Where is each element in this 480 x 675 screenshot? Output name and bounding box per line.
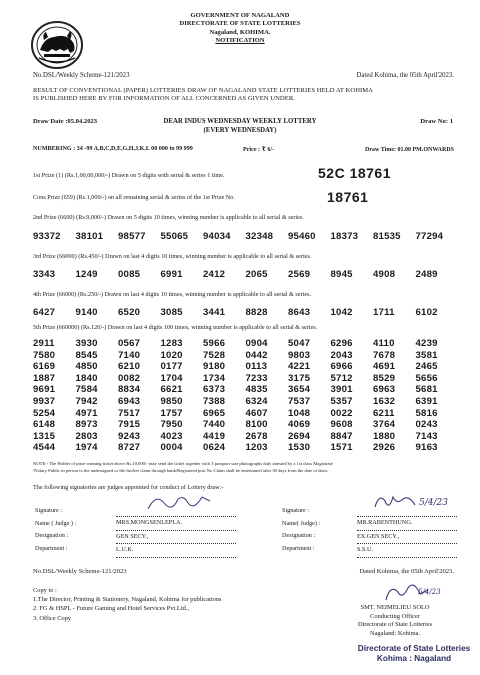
fourth-prize-text: 4th Prize (66000) (Rs.250/-) Drawn on last 4 digits 10 times, winning number is applicable to all serial & series. xyxy=(33,291,312,298)
draw-title xyxy=(0,117,480,135)
prize5-number: 0082 xyxy=(118,372,141,384)
prize5-number: 4110 xyxy=(373,338,395,349)
prize3-number: 3343 xyxy=(33,269,56,280)
prize4-number: 3441 xyxy=(203,307,226,318)
fourth-prize-numbers xyxy=(33,307,458,318)
prize2-number: 81535 xyxy=(373,231,401,242)
fifth-prize-numbers xyxy=(33,338,458,454)
prize3-number: 6991 xyxy=(160,269,183,280)
cons-prize-text: Cons Prize (659) (Rs.1,000/-) on all remaining serial & series of the 1st Prize No. xyxy=(33,194,235,201)
state-emblem-icon xyxy=(30,20,84,70)
prize5-number: 6373 xyxy=(203,384,226,396)
officer-block xyxy=(330,604,460,638)
prize5-number: 8727 xyxy=(118,442,141,454)
judge-right-department-label: Department : xyxy=(282,544,315,552)
prize2-number: 98577 xyxy=(118,231,146,242)
stamp-line-1: Directorate of State Lotteries xyxy=(357,644,471,653)
judge-left-name-label: Name ( Judge ) : xyxy=(35,519,77,527)
prize5-number: 5816 xyxy=(415,407,438,419)
prize5-number: 8847 xyxy=(330,430,353,442)
prize5-number: 2803 xyxy=(75,430,98,442)
prize5-number: 0442 xyxy=(245,349,268,361)
prize5-number: 5681 xyxy=(415,384,438,396)
judge-left-signature-label: Signature : xyxy=(35,507,62,514)
intro-line-2: IS PUBLISHED HERE BY FOR INFORMATION OF ALL CONCERNED AS GIVEN UNDER. xyxy=(33,95,295,103)
prize5-number: 3175 xyxy=(288,372,311,384)
prize5-number: 7678 xyxy=(373,349,396,361)
prize5-number: 6965 xyxy=(203,407,226,419)
prize5-number: 8100 xyxy=(245,419,268,431)
prize5-number: 1887 xyxy=(33,372,56,384)
judge-right-name: MR.RABENTHUNG. xyxy=(357,517,457,531)
officer-name: SMT. NEIMELIEU SOLO xyxy=(360,604,430,611)
prize5-number: 6169 xyxy=(33,361,56,373)
prize5-number: 7915 xyxy=(118,419,141,431)
prize5-number: 7950 xyxy=(160,419,183,431)
ref-dated: Dated Kohima, the 05th April'2023. xyxy=(356,72,454,79)
judge-right-labels xyxy=(282,505,320,555)
note xyxy=(33,461,458,474)
prize3-number: 4908 xyxy=(373,269,396,280)
prize5-number: 3930 xyxy=(75,338,98,349)
draw-date: Draw Date :05.04.2023 xyxy=(33,118,98,125)
prize5-number: 0004 xyxy=(160,442,183,454)
prize5-number: 4607 xyxy=(245,407,268,419)
prize5-number: 2694 xyxy=(288,430,311,442)
prize5-number: 9937 xyxy=(33,395,56,407)
judge-right-signature-date: 5/4/23 xyxy=(419,498,448,508)
prize5-number: 7584 xyxy=(75,384,98,396)
prize5-number: 9850 xyxy=(160,395,183,407)
prize5-number: 0177 xyxy=(160,361,183,373)
draw-number: Draw No: 1 xyxy=(420,118,453,125)
prize5-number: 4023 xyxy=(160,430,183,442)
judge-right-designation-label: Designation : xyxy=(282,532,316,539)
prize5-number: 0243 xyxy=(415,419,438,431)
cons-prize-number: 18761 xyxy=(327,189,369,205)
prize4-number: 6520 xyxy=(118,307,141,318)
prize5-number: 1757 xyxy=(160,407,183,419)
prize2-number: 95460 xyxy=(288,231,316,242)
prize5-number: 5966 xyxy=(203,338,226,349)
prize2-number: 93372 xyxy=(33,231,61,242)
judge-left-department: L.U.K. xyxy=(116,544,236,558)
prize5-number: 3581 xyxy=(415,349,438,361)
footer-ref: No.DSL/Weekly Scheme-121/2023 xyxy=(33,568,127,575)
note-line-2: /Notary Public in person to the undersigned or file his/her claim through bank/Registered post No Claim shall be entertained after 30 days from the date of draw. xyxy=(33,467,329,473)
second-prize-text: 2nd Prize (6600) (Rs.9,000/-) Drawn on 5 digits 10 times, winning number is applicable to all serial & series. xyxy=(33,214,304,221)
prize4-number: 6427 xyxy=(33,307,56,318)
judge-left-values xyxy=(116,505,236,558)
judge-right-name-label: Name( Judge) : xyxy=(282,519,321,527)
prize5-number: 0113 xyxy=(245,361,268,373)
prize2-number: 18373 xyxy=(330,231,359,242)
stamp-line-2: Kohima : Nagaland xyxy=(376,654,452,663)
prize5-number: 1020 xyxy=(160,349,183,361)
prize2-number: 77294 xyxy=(415,231,444,242)
prize4-number: 3085 xyxy=(160,307,183,318)
prize5-number: 1734 xyxy=(203,372,226,384)
prize5-number: 7528 xyxy=(203,349,226,361)
prize5-number: 4419 xyxy=(203,430,226,442)
prize4-number: 1711 xyxy=(373,307,395,318)
prize5-number: 4239 xyxy=(415,338,438,349)
prize5-number: 0022 xyxy=(330,407,353,419)
officer-stamp xyxy=(349,644,479,664)
draw-title-line-2: (EVERY WEDNESDAY) xyxy=(203,127,277,134)
prize5-number: 7233 xyxy=(245,372,268,384)
prize5-number: 6943 xyxy=(118,395,141,407)
prize5-number: 4971 xyxy=(75,407,98,419)
copy-to-label: Copy to : xyxy=(33,587,57,594)
intro xyxy=(33,87,453,103)
prize4-number: 8643 xyxy=(288,307,311,318)
judge-left-signature-icon xyxy=(144,491,214,513)
prize3-number: 2412 xyxy=(203,269,226,280)
prize2-number: 32348 xyxy=(245,231,274,242)
judge-left-signature xyxy=(116,505,236,517)
prize5-number: 7942 xyxy=(75,395,98,407)
judge-right-signature xyxy=(357,498,457,517)
prize5-number: 5357 xyxy=(330,395,353,407)
prize5-number: 2465 xyxy=(415,361,438,373)
prize3-number: 2065 xyxy=(245,269,268,280)
prize5-number: 3654 xyxy=(288,384,311,396)
prize2-number: 55065 xyxy=(160,231,189,242)
prize5-number: 7440 xyxy=(203,419,226,431)
judge-right-department: S.S.U. xyxy=(357,544,457,558)
prize5-number: 6210 xyxy=(118,361,141,373)
copy-item-2: 2. FG & HSPL - Future Gaming and Hotel Services Pvt.Ltd., xyxy=(33,605,189,613)
judge-left-labels xyxy=(35,505,76,555)
prize5-number: 8529 xyxy=(373,372,396,384)
prize5-number: 6296 xyxy=(330,338,353,349)
prize5-number: 8973 xyxy=(75,419,98,431)
copy-list xyxy=(33,586,222,623)
copy-item-1: 1.The Director, Printing & Stationery, Nagaland, Kohima for publications xyxy=(33,596,222,604)
prize5-number: 7517 xyxy=(118,407,141,419)
prize5-number: 7140 xyxy=(118,349,141,361)
prize5-number: 4069 xyxy=(288,419,311,431)
judge-right-signature-label: Signature : xyxy=(282,507,309,514)
prize5-number: 4691 xyxy=(373,361,396,373)
prize5-number: 9180 xyxy=(203,361,226,373)
prize5-number: 6621 xyxy=(160,384,183,396)
copy-item-3: 3. Office Copy xyxy=(33,614,72,622)
prize5-number: 7388 xyxy=(203,395,226,407)
officer-role: Conducting Officer xyxy=(370,612,420,620)
judge-left-designation: GEN SECY., xyxy=(116,531,236,545)
prize5-number: 4221 xyxy=(288,361,311,373)
prize2-number: 38101 xyxy=(75,231,104,242)
prize5-number: 8834 xyxy=(118,384,141,396)
footer-dated: Dated Kohima, the 05th April'2023. xyxy=(359,568,454,575)
prize5-number: 7580 xyxy=(33,349,56,361)
header-notification: NOTIFICATION xyxy=(215,37,265,45)
prize5-number: 1315 xyxy=(33,430,56,442)
prize5-number: 2911 xyxy=(33,338,55,349)
prize5-number: 2926 xyxy=(373,442,396,454)
prize5-number: 4544 xyxy=(33,442,56,454)
prize4-number: 8828 xyxy=(245,307,268,318)
officer-dept: Directorate of State Lotteries xyxy=(357,621,433,629)
prize5-number: 9163 xyxy=(415,442,438,454)
prize3-number: 0085 xyxy=(118,269,141,280)
prize5-number: 2043 xyxy=(330,349,353,361)
header-place: Nagaland, KOHIMA. xyxy=(209,28,271,36)
prize3-number: 1249 xyxy=(75,269,98,280)
prize5-number: 5712 xyxy=(330,372,353,384)
prize5-number: 1571 xyxy=(330,442,353,454)
prize5-number: 4850 xyxy=(75,361,98,373)
fifth-prize-text: 5th Prize (660000) (Rs.120/-) Drawn on last 4 digits 100 times, winning number is applicable to all serial & series. xyxy=(33,324,318,331)
judge-right-designation: EX.GEN SECY., xyxy=(357,531,457,545)
prize3-number: 2569 xyxy=(288,269,311,280)
judge-left-name: MRS.MONGSENLEPLA. xyxy=(116,517,236,531)
prize5-number: 8545 xyxy=(75,349,98,361)
prize3-number: 8945 xyxy=(330,269,353,280)
prize5-number: 7143 xyxy=(415,430,438,442)
prize5-number: 1704 xyxy=(160,372,183,384)
note-line-1: NOTE:- The Holder of prize winning ticket above Rs.10,000/- may send the ticket together with 3 passport size photographs duly attested by a 1st class Magistrate xyxy=(33,461,333,466)
intro-line-1: RESULT OF CONVENTIONAL (PAPER) LOTTERIES DRAW OF NAGALAND STATE LOTTERIES HELD AT KOHIMA xyxy=(33,87,373,94)
prize5-number: 5047 xyxy=(288,338,311,349)
second-prize-numbers xyxy=(33,231,458,242)
prize5-number: 1632 xyxy=(373,395,396,407)
judge-right-signature-icon xyxy=(371,491,419,515)
prize5-number: 6391 xyxy=(415,395,438,407)
prize5-number: 1530 xyxy=(288,442,311,454)
prize5-number: 9803 xyxy=(288,349,311,361)
prize5-number: 6211 xyxy=(373,407,395,419)
judge-left-designation-label: Designation : xyxy=(35,532,69,539)
prize5-number: 6148 xyxy=(33,419,56,431)
prize5-number: 6963 xyxy=(373,384,396,396)
prize5-number: 6966 xyxy=(330,361,353,373)
prize5-number: 6324 xyxy=(245,395,268,407)
prize4-number: 1042 xyxy=(330,307,353,318)
ticket-price: Price : ₹ 6/- xyxy=(243,147,275,153)
prize4-number: 6102 xyxy=(415,307,438,318)
prize5-number: 3764 xyxy=(373,419,396,431)
prize5-number: 1840 xyxy=(75,372,98,384)
prize5-number: 1283 xyxy=(160,338,183,349)
prize5-number: 5656 xyxy=(415,372,438,384)
draw-title-line-1: DEAR INDUS WEDNESDAY WEEKLY LOTTERY xyxy=(163,118,317,125)
header-directorate: DIRECTORATE OF STATE LOTTERIES xyxy=(179,20,301,28)
draw-time: Draw Time: 01.00 PM.ONWARDS xyxy=(365,147,454,153)
prize5-number: 4835 xyxy=(245,384,268,396)
prize5-number: 0567 xyxy=(118,338,141,349)
prize2-number: 94034 xyxy=(203,231,231,242)
prize5-number: 1048 xyxy=(288,407,311,419)
ref-number: No.DSL/Weekly Scheme-121/2023 xyxy=(33,72,130,79)
third-prize-numbers xyxy=(33,269,458,280)
prize5-number: 1203 xyxy=(245,442,268,454)
judge-left-department-label: Department : xyxy=(35,544,68,552)
prize5-number: 0624 xyxy=(203,442,226,454)
officer-place: Nagaland: Kohima. xyxy=(369,629,421,637)
numbering: NUMBERING : 34 -99 A,B,C,D,E,G,H,J,K,L 00 000 to 99 999 xyxy=(33,146,193,152)
judges-intro: The following signatories are judges appointed for conduct of Lottery draw:- xyxy=(33,484,224,491)
prize5-number: 5254 xyxy=(33,407,56,419)
header-gov: GOVERNMENT OF NAGALAND xyxy=(190,12,290,19)
first-prize-text: 1st Prize (1) (Rs.1,00,00,000/-) Drawn on 5 digits with serial & series 1 time. xyxy=(33,172,225,179)
prize5-number: 7537 xyxy=(288,395,311,407)
prize5-number: 2678 xyxy=(245,430,268,442)
prize3-number: 2489 xyxy=(415,269,438,280)
prize5-number: 3901 xyxy=(330,384,353,396)
prize5-number: 1880 xyxy=(373,430,396,442)
officer-signature-date: 5/4/23 xyxy=(418,588,441,596)
judge-right-values xyxy=(357,498,457,558)
prize5-number: 1974 xyxy=(75,442,98,454)
third-prize-text: 3rd Prize (66000) (Rs.450/-) Drawn on last 4 digits 10 times, winning number is applicable to all serial & series. xyxy=(33,253,312,260)
prize5-number: 9243 xyxy=(118,430,141,442)
prize5-number: 9608 xyxy=(330,419,353,431)
prize5-number: 0904 xyxy=(245,338,268,349)
first-prize-number: 52C 18761 xyxy=(318,165,392,181)
prize5-number: 9691 xyxy=(33,384,56,396)
prize4-number: 9140 xyxy=(75,307,98,318)
